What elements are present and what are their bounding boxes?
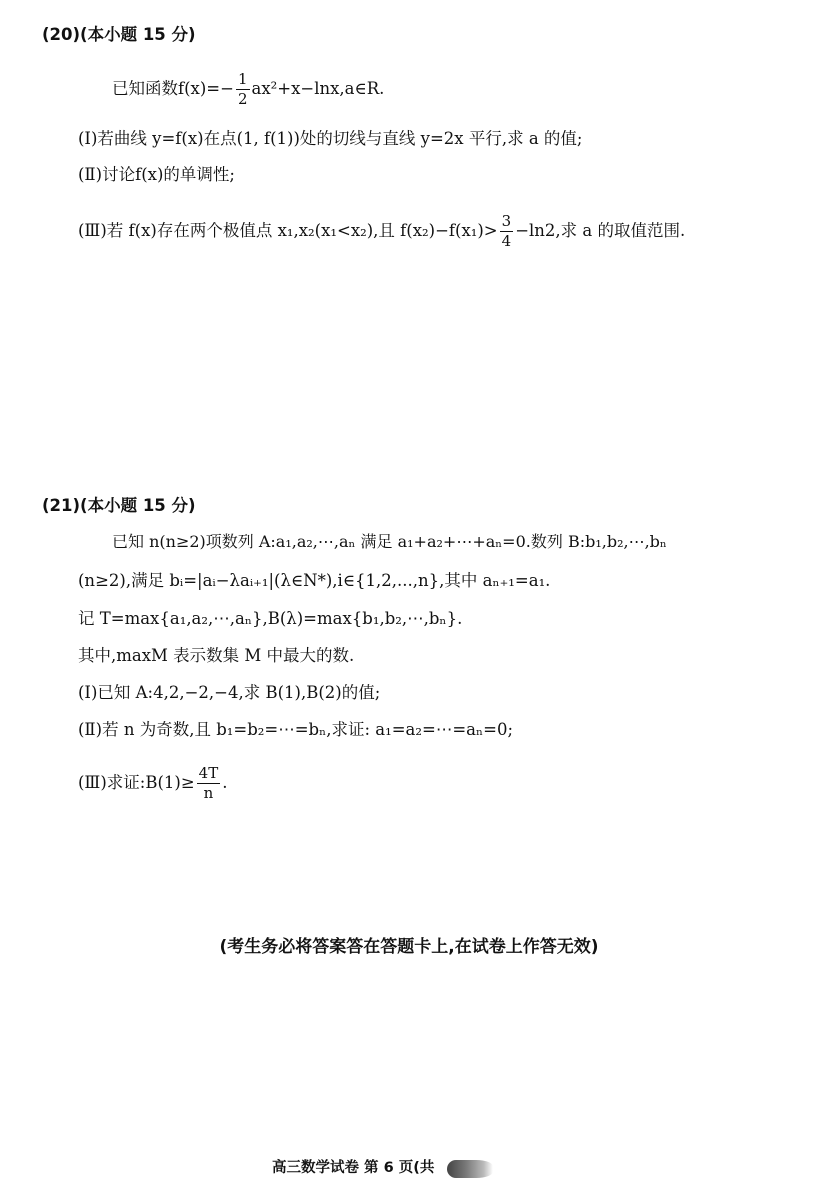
q20-part1: (Ⅰ)若曲线 y=f(x)在点(1, f(1))处的切线与直线 y=2x 平行,求 a 的值; — [78, 129, 583, 148]
q20-part3-text: (Ⅲ)若 f(x)存在两个极值点 x₁,x₂(x₁<x₂),且 f(x₂)−f(x₁)> — [78, 221, 498, 240]
q21-part1: (Ⅰ)已知 A:4,2,−2,−4,求 B(1),B(2)的值; — [78, 683, 381, 702]
q21-line1: 已知 n(n≥2)项数列 A:a₁,a₂,⋯,aₙ 满足 a₁+a₂+⋯+aₙ=0.数列 B:b₁,b₂,⋯,bₙ — [112, 532, 667, 551]
q20-part3-denominator: 4 — [501, 232, 512, 250]
q20-given-rest: ax²+x−lnx,a∈R. — [251, 79, 385, 98]
q20-part2: (Ⅱ)讨论f(x)的单调性; — [78, 165, 235, 184]
exam-notice: (考生务必将答案答在答题卡上,在试卷上作答无效) — [219, 937, 599, 957]
q20-part3-fraction — [500, 214, 514, 249]
q21-part3-numerator: 4T — [198, 764, 219, 782]
q20-frac-denominator: 2 — [237, 90, 248, 108]
q20-given-text: 已知函数f(x)= — [112, 79, 221, 98]
q20-header: (20)(本小题 15 分) — [42, 25, 196, 44]
q20-frac-numerator: 1 — [237, 70, 248, 88]
q21-part3-denominator: n — [203, 784, 214, 802]
q20-part3-numerator: 3 — [501, 212, 512, 230]
scan-smudge — [447, 1160, 493, 1178]
q21-line2: (n≥2),满足 bᵢ=|aᵢ−λaᵢ₊₁|(λ∈N*),i∈{1,2,...,n},其中 aₙ₊₁=a₁. — [78, 571, 551, 590]
q21-line4: 其中,maxM 表示数集 M 中最大的数. — [78, 646, 355, 665]
q21-header: (21)(本小题 15 分) — [42, 496, 196, 515]
q21-part3-text: (Ⅲ)求证:B(1)≥ — [78, 773, 195, 792]
q20-part3-rest: −ln2,求 a 的取值范围. — [515, 221, 686, 240]
page-footer: 高三数学试卷 第 6 页(共 — [272, 1160, 435, 1176]
q21-part3-rest: . — [222, 773, 228, 792]
q20-given — [112, 72, 384, 107]
q20-minus: − — [220, 79, 234, 98]
q21-part3 — [78, 766, 227, 801]
q21-part2: (Ⅱ)若 n 为奇数,且 b₁=b₂=⋯=bₙ,求证: a₁=a₂=⋯=aₙ=0; — [78, 720, 514, 739]
q20-fraction — [236, 72, 250, 107]
q20-part3 — [78, 214, 685, 249]
q21-part3-fraction — [197, 766, 221, 801]
q21-line3: 记 T=max{a₁,a₂,⋯,aₙ},B(λ)=max{b₁,b₂,⋯,bₙ}. — [78, 609, 463, 628]
